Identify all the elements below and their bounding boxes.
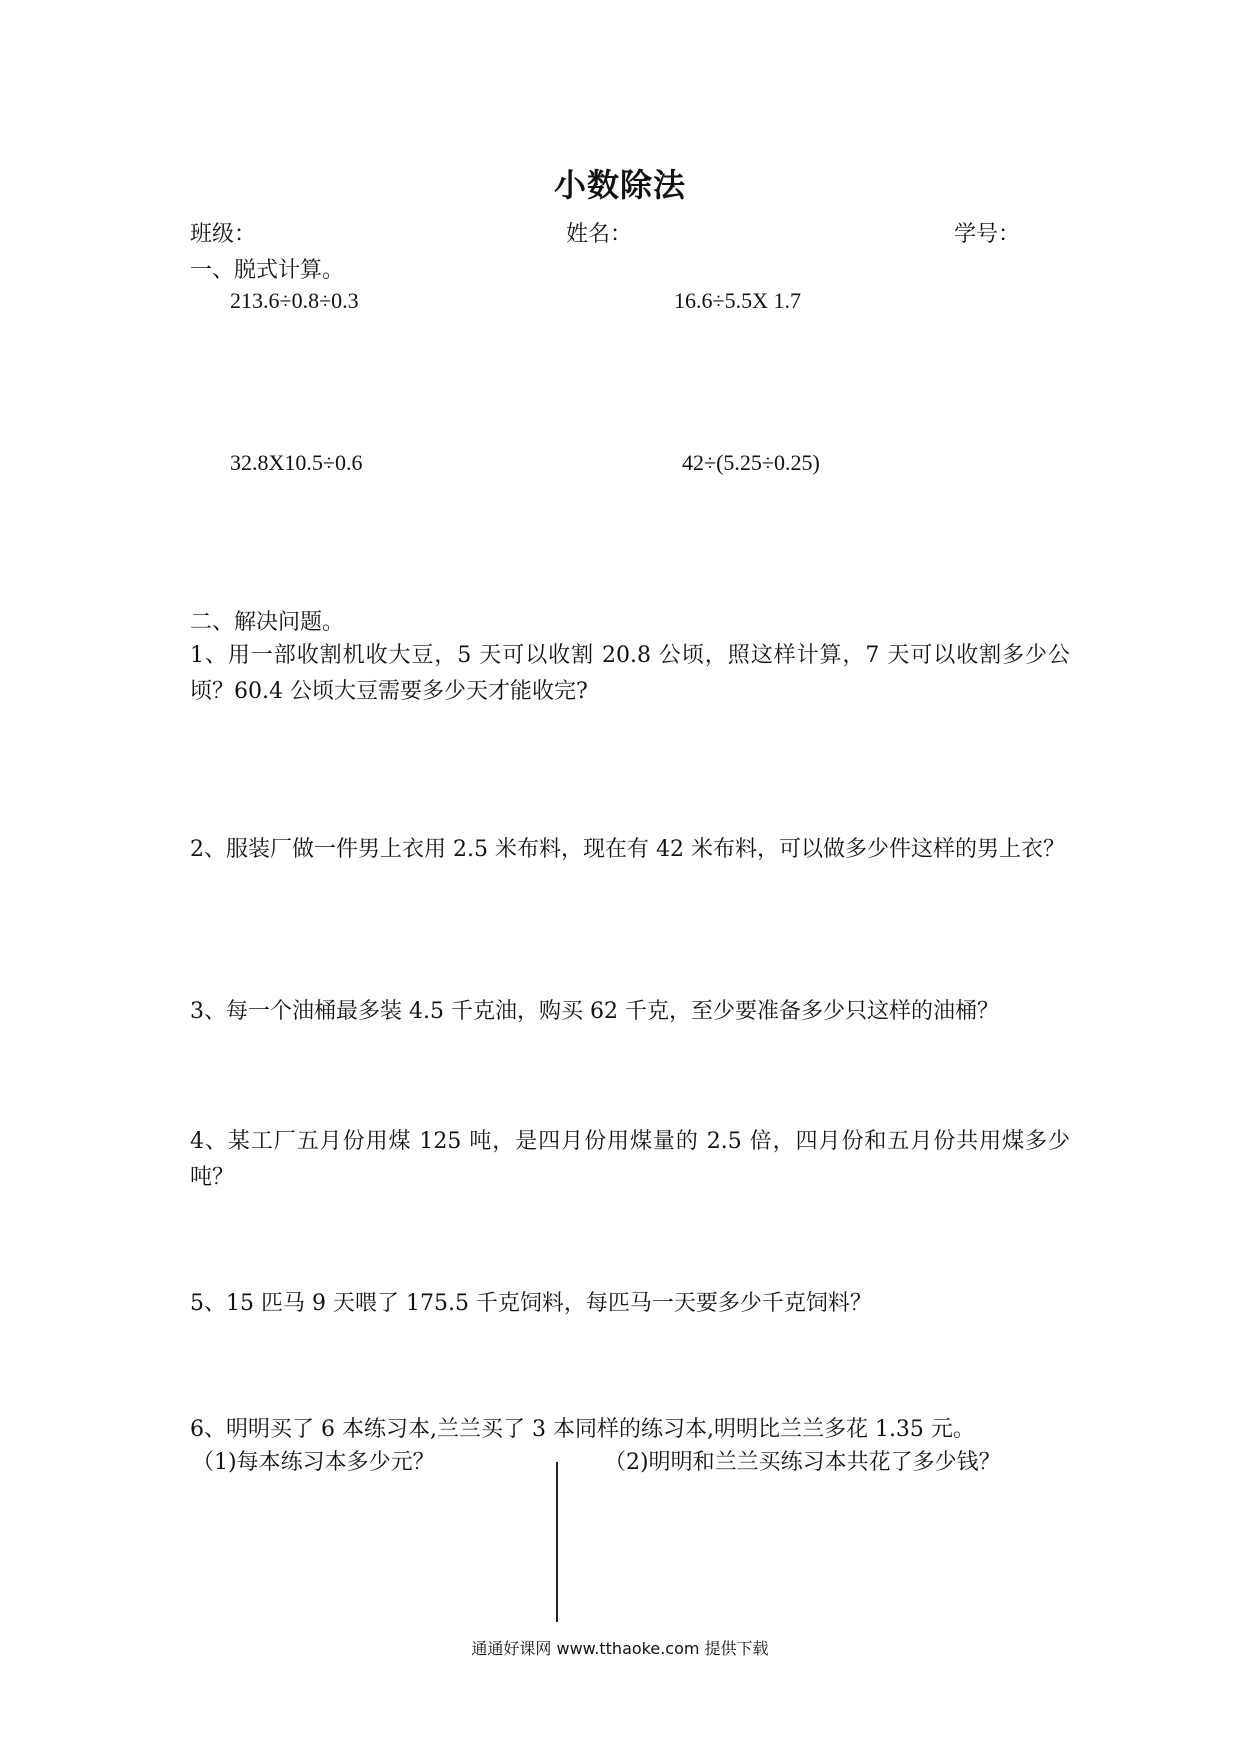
problem-1: 1、用一部收割机收大豆，5 天可以收割 20.8 公顷，照这样计算，7 天可以收割多少公顷？60.4 公顷大豆需要多少天才能收完? [190,643,1070,704]
problem-3: 3、每一个油桶最多装 4.5 千克油，购买 62 千克，至少要准备多少只这样的油桶？ [190,999,999,1024]
problem-2: 2、服装厂做一件男上衣用 2.5 米布料，现在有 42 米布料，可以做多少件这样的男上衣？ [190,837,1065,862]
section1-heading: 一、脱式计算。 [190,258,345,283]
class-label: 班级： [190,222,257,247]
expression-3: 32.8X10.5÷0.6 [230,450,363,475]
student-number-label: 学号： [954,222,1021,247]
answer-divider-line [556,1462,558,1622]
expression-2: 16.6÷5.5X 1.7 [674,288,801,313]
sub-question-2: （2)明明和兰兰买练习本共花了多少钱？ [604,1450,1001,1475]
problem-5: 5、15 匹马 9 天喂了 175.5 千克饲料，每匹马一天要多少千克饲料？ [190,1291,872,1316]
expression-4: 42÷(5.25÷0.25) [682,450,820,475]
problem-4: 4、某工厂五月份用煤 125 吨，是四月份用煤量的 2.5 倍，四月份和五月份共用煤多少吨？ [190,1129,1070,1190]
footer-credit: 通通好课网 www.tthaoke.com 提供下载 [471,1639,769,1658]
name-label: 姓名： [566,222,633,247]
section2-heading: 二、解决问题。 [190,610,345,635]
problem-6: 6、明明买了 6 本练习本,兰兰买了 3 本同样的练习本,明明比兰兰多花 1.35 元。 [190,1417,975,1442]
sub-question-1: （1)每本练习本多少元？ [192,1450,435,1475]
expression-1: 213.6÷0.8÷0.3 [230,288,359,313]
worksheet-title: 小数除法 [553,166,686,204]
